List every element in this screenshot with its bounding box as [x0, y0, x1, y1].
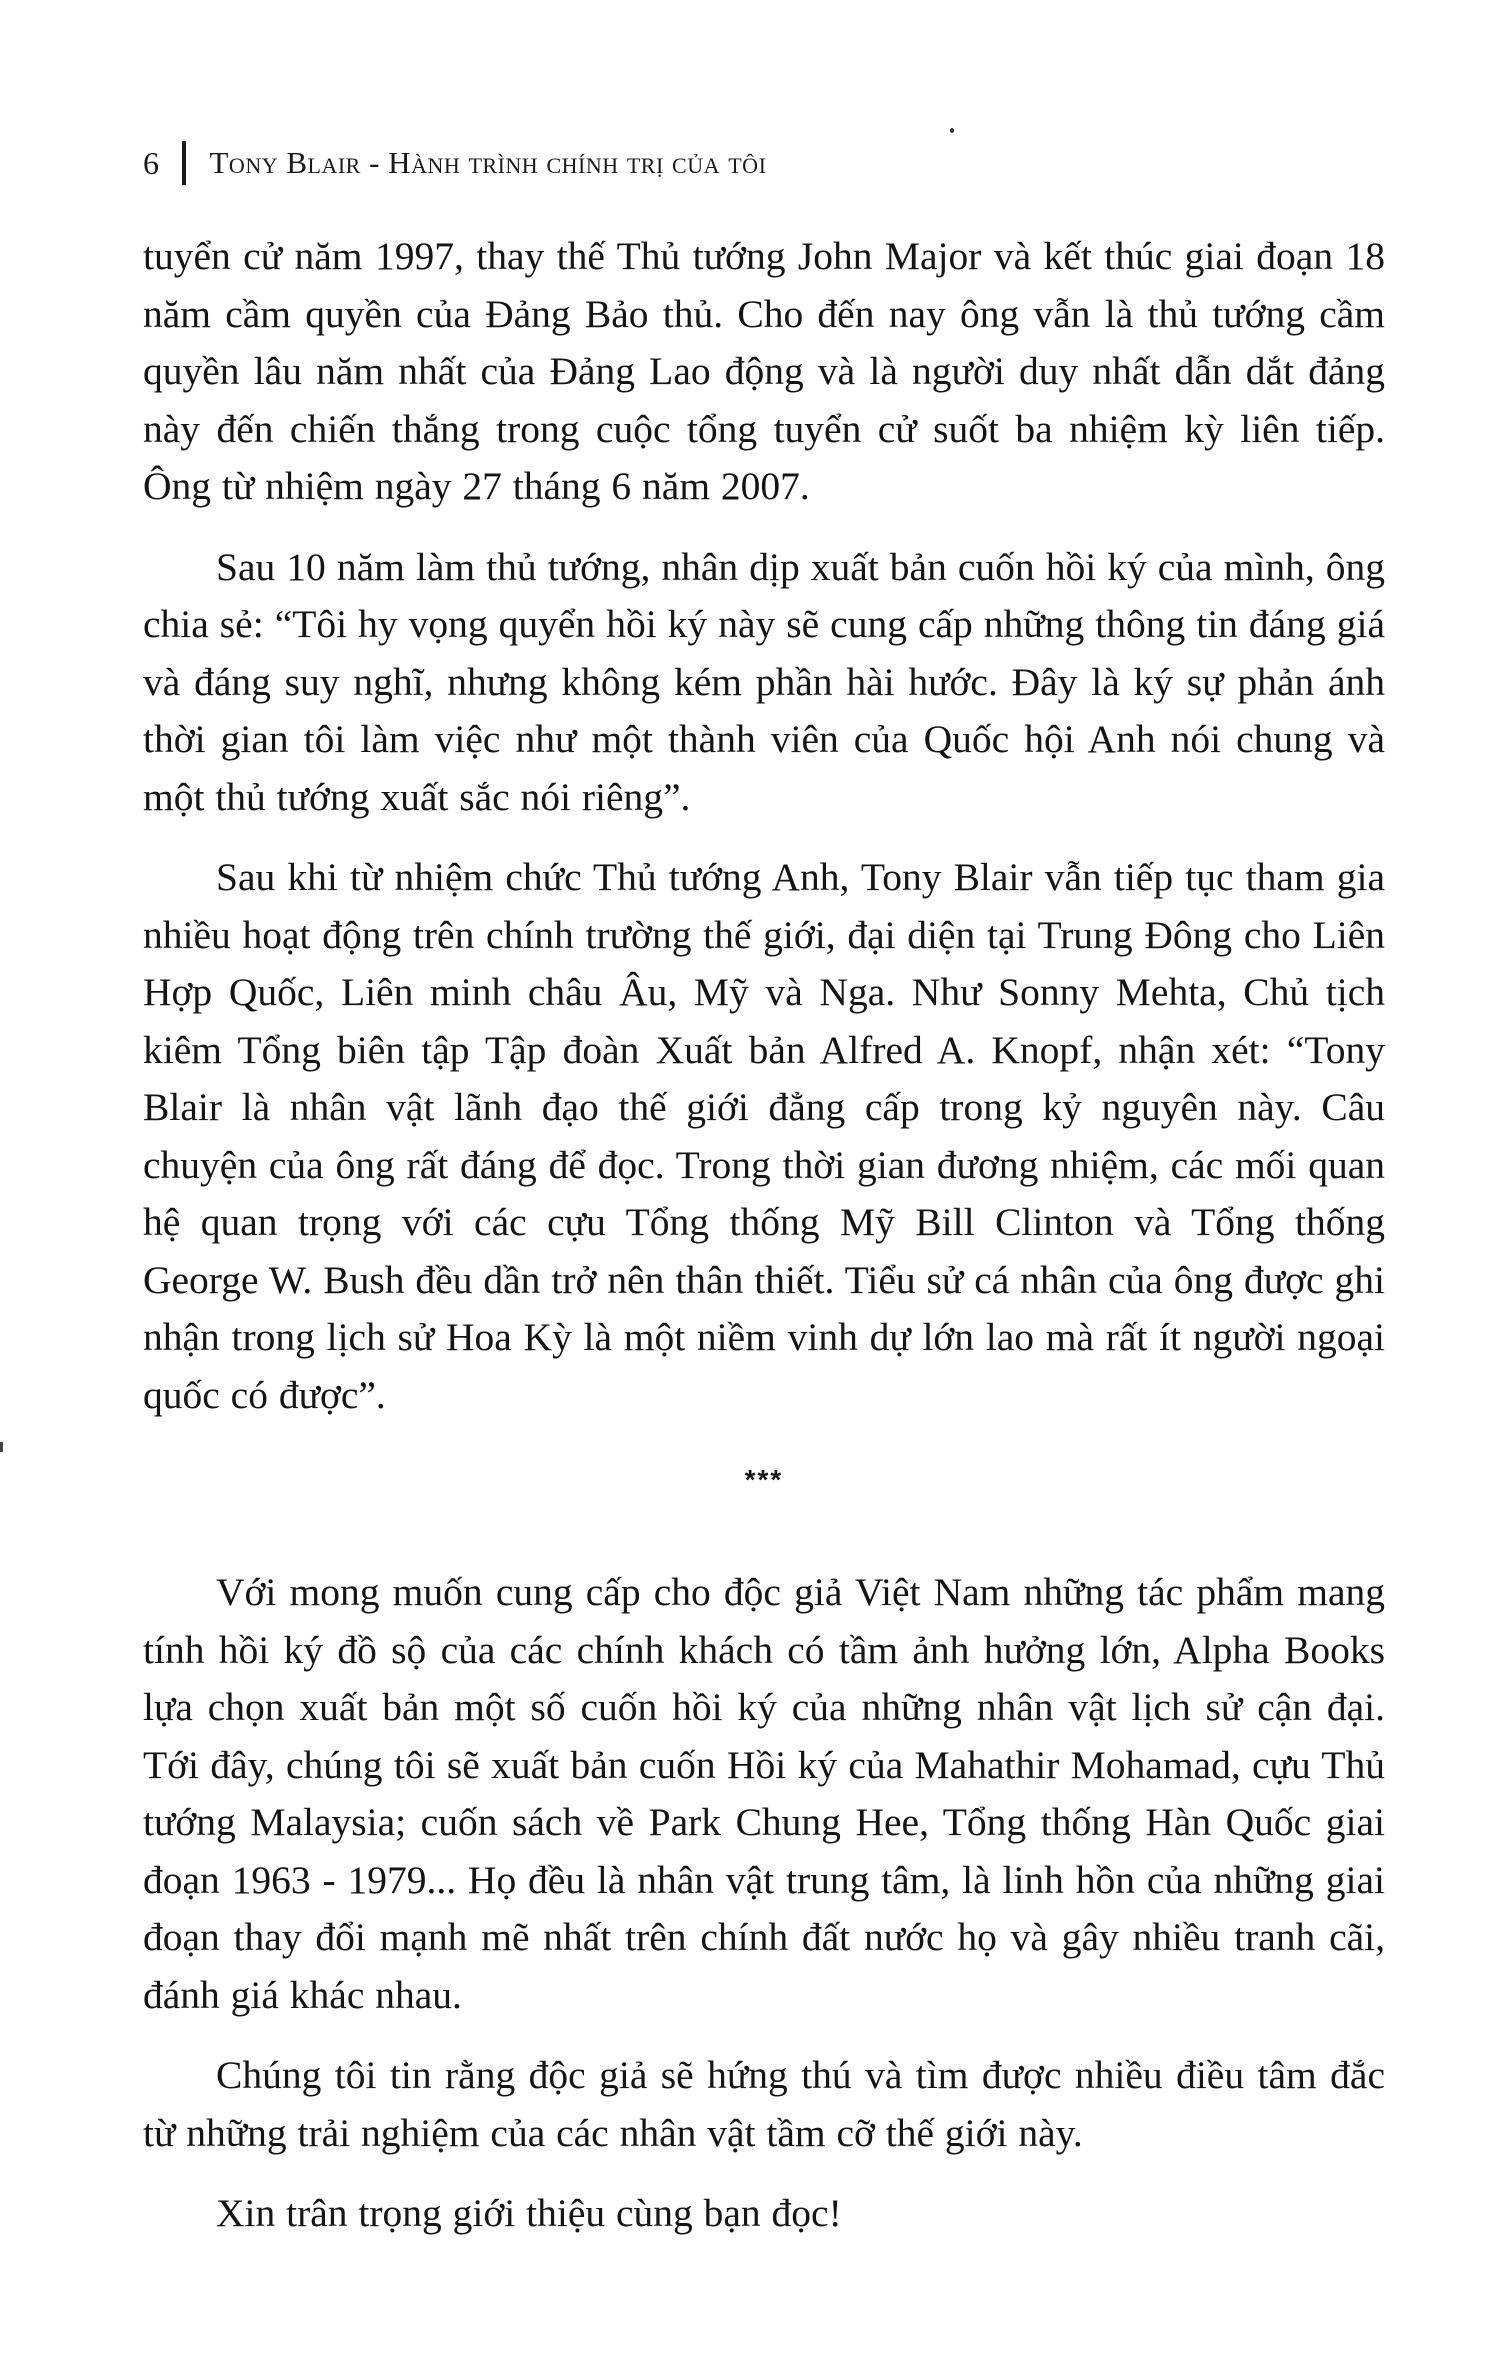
paragraph: Sau khi từ nhiệm chức Thủ tướng Anh, Tony Blair vẫn tiếp tục tham gia nhiều hoạt động trên chính trường thế giới, đại diện tại Trung Đông cho Liên Hợp Quốc, Liên minh châu Âu, Mỹ và Nga. Như Sonny Mehta, Chủ tịch kiêm Tổng biên tập Tập đoàn Xuất bản Alfred A. Knopf, nhận xét: “Tony Blair là nhân vật lãnh đạo thế giới đẳng cấp trong kỷ nguyên này. Câu chuyện của ông rất đáng để đọc. Trong thời gian đương nhiệm, các mối quan hệ quan trọng với các cựu Tổng thống Mỹ Bill Clinton và Tổng thống George W. Bush đều dần trở nên thân thiết. Tiểu sử cá nhân của ông được ghi nhận trong lịch sử Hoa Kỳ là một niềm vinh dự lớn lao mà rất ít người ngoại quốc có được”. [143, 855, 1385, 1417]
paragraph: Sau 10 năm làm thủ tướng, nhân dịp xuất bản cuốn hồi ký của mình, ông chia sẻ: “Tôi hy vọng quyển hồi ký này sẽ cung cấp những thông tin đáng giá và đáng suy nghĩ, nhưng không kém phần hài hước. Đây là ký sự phản ánh thời gian tôi làm việc như một thành viên của Quốc hội Anh nói chung và một thủ tướng xuất sắc nói riêng”. [143, 544, 1385, 819]
paragraph-gap [143, 516, 1385, 539]
section-gap [143, 1500, 1385, 1564]
paragraph-gap [143, 826, 1385, 849]
section-separator: *** [744, 1464, 784, 1495]
paragraph-gap [143, 2162, 1385, 2185]
paragraph: Với mong muốn cung cấp cho độc giả Việt Nam những tác phẩm mang tính hồi ký đồ sộ của các chính khách có tầm ảnh hưởng lớn, Alpha Books lựa chọn xuất bản một số cuốn hồi ký của những nhân vật lịch sử cận đại. Tới đây, chúng tôi sẽ xuất bản cuốn Hồi ký của Mahathir Mohamad, cựu Thủ tướng Malaysia; cuốn sách về Park Chung Hee, Tổng thống Hàn Quốc giai đoạn 1963 - 1979... Họ đều là nhân vật trung tâm, là linh hồn của những giai đoạn thay đổi mạnh mẽ nhất trên chính đất nước họ và gây nhiều tranh cãi, đánh giá khác nhau. [143, 1570, 1385, 2017]
print-speck [950, 128, 954, 133]
paragraph-gap [143, 2024, 1385, 2047]
paragraph: Chúng tôi tin rằng độc giả sẽ hứng thú và tìm được nhiều điều tâm đắc từ những trải nghiệm của các nhân vật tầm cỡ thế giới này. [143, 2053, 1385, 2155]
header-title: Tony Blair - Hành trình chính trị của tôi [209, 145, 767, 180]
running-header [143, 138, 766, 188]
header-divider [182, 141, 186, 185]
section-gap [143, 1424, 1385, 1460]
page-number: 6 [143, 144, 160, 181]
scan-edge-mark [0, 1442, 3, 1452]
paragraph-continued: tuyển cử năm 1997, thay thế Thủ tướng John Major và kết thúc giai đoạn 18 năm cầm quyền của Đảng Bảo thủ. Cho đến nay ông vẫn là thủ tướng cầm quyền lâu năm nhất của Đảng Lao động và là người duy nhất dẫn dắt đảng này đến chiến thắng trong cuộc tổng tuyển cử suốt ba nhiệm kỳ liên tiếp. Ông từ nhiệm ngày 27 tháng 6 năm 2007. [143, 234, 1385, 508]
closing-line: Xin trân trọng giới thiệu cùng bạn đọc! [216, 2191, 842, 2235]
body-text [143, 228, 1385, 2243]
